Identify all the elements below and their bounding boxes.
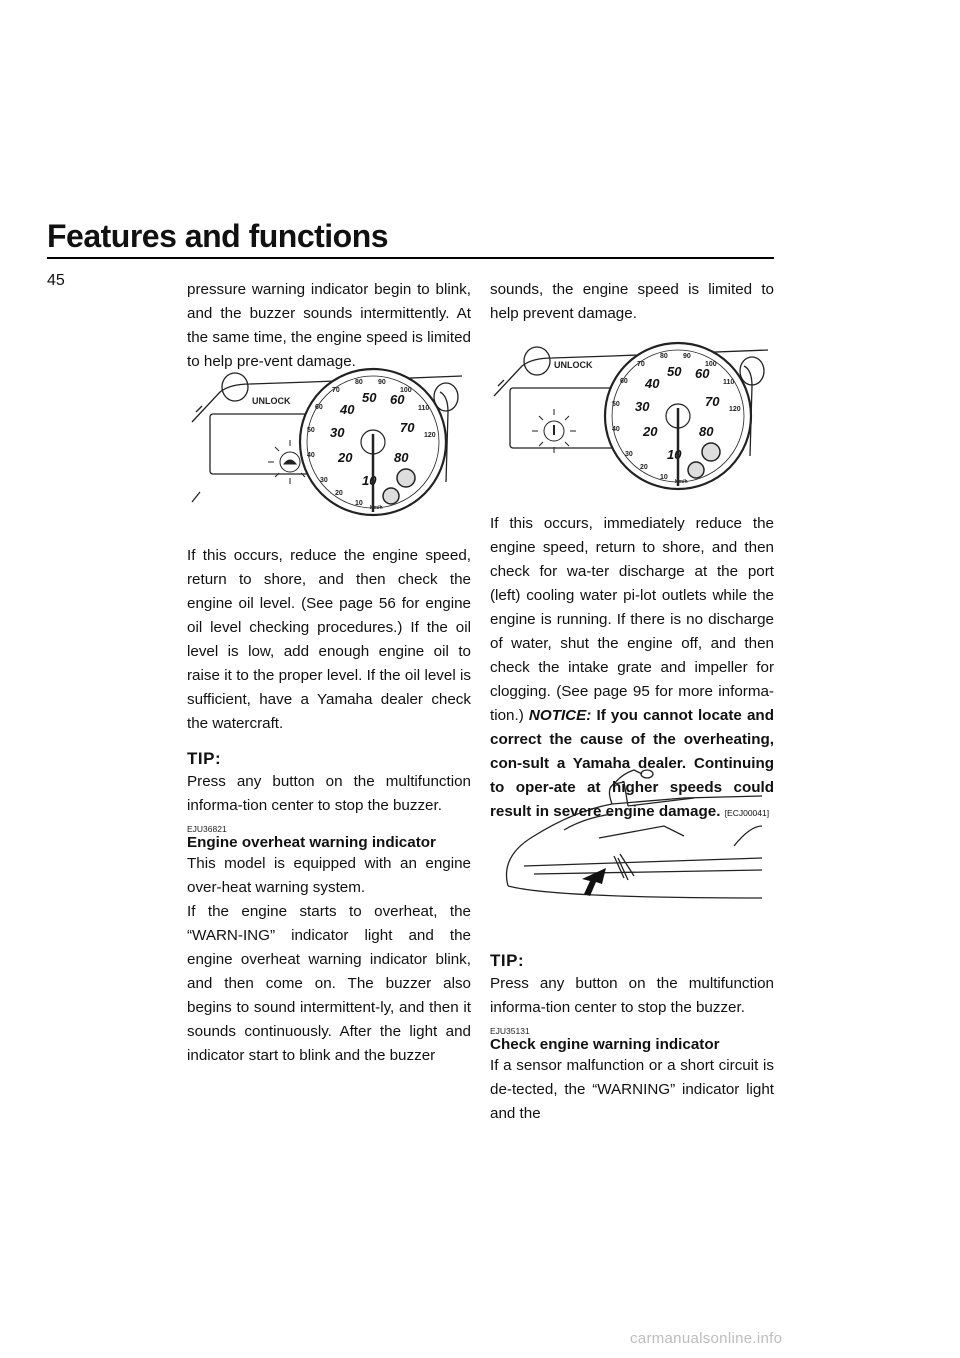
left-paragraph-3: This model is equipped with an engine over-heat warning system. — [187, 855, 471, 896]
svg-text:30: 30 — [625, 451, 633, 458]
figure-gauge-overheat-warning — [492, 336, 774, 496]
svg-text:30: 30 — [330, 425, 345, 440]
notice-text: If you cannot locate and correct the cause of the overheating, con-sult a Yamaha dealer. Continuing to oper-ate at higher speeds could result in severe engine damage. — [490, 707, 774, 820]
left-paragraph-2: If this occurs, reduce the engine speed, return to shore, and then check the engine oil level. (See page 56 for engine oil level checking procedures.) If the oil level is low, add enough engine oil to raise it to the proper level. If the oil level is sufficient, have a Yamaha dealer check the watercraft. — [187, 547, 471, 732]
left-section-code: EJU36821 — [187, 824, 227, 834]
svg-text:60: 60 — [620, 378, 628, 385]
hull-bottom-outline — [508, 886, 762, 898]
right-column-bottom — [490, 938, 774, 1126]
svg-text:50: 50 — [612, 401, 620, 408]
figure-gauge-oil-warning — [190, 362, 468, 522]
page-number: 45 — [47, 272, 65, 289]
fig1-unlock-label: UNLOCK — [252, 396, 291, 406]
svg-text:70: 70 — [637, 361, 645, 368]
svg-text:Km/h: Km/h — [370, 505, 383, 511]
left-tip-text: Press any button on the multifunction informa-tion center to stop the buzzer. — [187, 773, 471, 814]
svg-text:90: 90 — [378, 379, 386, 386]
left-paragraph-1: pressure warning indicator begin to blink, and the buzzer sounds intermittently. At the same time, the engine speed is limited to help pre-vent damage. — [187, 281, 471, 370]
svg-text:20: 20 — [335, 490, 343, 497]
svg-text:80: 80 — [355, 379, 363, 386]
page-header-title: Features and functions — [47, 218, 389, 254]
svg-text:10: 10 — [667, 447, 682, 462]
svg-text:110: 110 — [418, 405, 430, 412]
svg-text:60: 60 — [390, 392, 405, 407]
notice-code: [ECJ00041] — [724, 808, 770, 818]
svg-text:60: 60 — [695, 366, 710, 381]
figure-watercraft-outlet — [494, 766, 766, 916]
svg-text:40: 40 — [612, 426, 620, 433]
header-rule — [47, 257, 774, 259]
arrow-pointer-icon — [582, 868, 606, 896]
svg-text:100: 100 — [705, 361, 717, 368]
svg-text:50: 50 — [667, 364, 682, 379]
svg-text:Km/h: Km/h — [675, 479, 688, 485]
gauge-button-right — [397, 469, 415, 487]
svg-text:20: 20 — [643, 424, 658, 439]
notice-label: NOTICE: — [528, 707, 592, 724]
svg-text:110: 110 — [723, 379, 735, 386]
svg-text:30: 30 — [635, 399, 650, 414]
svg-text:70: 70 — [705, 394, 720, 409]
svg-text:10: 10 — [362, 473, 377, 488]
fig2-unlock-label: UNLOCK — [554, 360, 593, 370]
right-paragraph-2: If this occurs, immediately reduce the engine speed, return to shore, and then check for wa-ter discharge at the port (left) cooling water pi-lot outlets while the engine is running. If there is no discharge of water, shut the engine off, and then check the intake grate and impeller for clogging. (See page 95 for more informa-tion.) NOTICE: If you cannot locate and correct the cause of the overheating, con-sult a Yamaha dealer. Continuing to oper-ate at higher speeds could result in severe engine damage. [ECJ00041] — [490, 515, 774, 820]
left-column-top — [187, 278, 471, 374]
right-section-code: EJU35131 — [490, 1026, 530, 1036]
svg-text:90: 90 — [683, 353, 691, 360]
svg-text:120: 120 — [424, 432, 436, 439]
gauge-button-bottom — [383, 488, 399, 504]
svg-text:10: 10 — [660, 474, 668, 481]
svg-text:20: 20 — [338, 450, 353, 465]
svg-text:80: 80 — [660, 353, 668, 360]
right-paragraph-3: If a sensor malfunction or a short circuit is de-tected, the “WARNING” indicator light and the — [490, 1057, 774, 1122]
left-tip-label: TIP: — [187, 749, 222, 768]
svg-text:80: 80 — [394, 450, 409, 465]
speed-gauge-2 — [605, 343, 751, 489]
overheat-warning-burst-icon — [532, 409, 576, 453]
left-column-body — [187, 544, 471, 1068]
svg-text:80: 80 — [699, 424, 714, 439]
right-tip-label: TIP: — [490, 951, 525, 970]
svg-text:50: 50 — [307, 427, 315, 434]
svg-text:70: 70 — [332, 387, 340, 394]
section-title-overheat: Engine overheat warning indicator — [187, 834, 436, 851]
svg-text:70: 70 — [400, 420, 415, 435]
svg-text:50: 50 — [362, 390, 377, 405]
section-title-check-engine: Check engine warning indicator — [490, 1036, 720, 1053]
svg-text:40: 40 — [307, 452, 315, 459]
svg-text:40: 40 — [340, 402, 355, 417]
svg-text:40: 40 — [645, 376, 660, 391]
right-column-top — [490, 278, 774, 326]
svg-text:20: 20 — [640, 464, 648, 471]
svg-text:30: 30 — [320, 477, 328, 484]
right-paragraph-1: sounds, the engine speed is limited to help prevent damage. — [490, 281, 774, 322]
speed-gauge — [300, 369, 446, 515]
svg-text:60: 60 — [315, 404, 323, 411]
svg-text:100: 100 — [400, 387, 412, 394]
right-tip-text: Press any button on the multifunction informa-tion center to stop the buzzer. — [490, 975, 774, 1016]
svg-text:120: 120 — [729, 406, 741, 413]
footer-watermark: carmanualsonline.info — [630, 1330, 783, 1347]
svg-text:10: 10 — [355, 500, 363, 507]
left-paragraph-4: If the engine starts to overheat, the “WARN-ING” indicator light and the engine overheat warning indicator blink, and then come on. The buzzer also begins to sound intermittent-ly, and then it sounds continuously. After the light and indicator start to blink and the buzzer — [187, 903, 471, 1064]
